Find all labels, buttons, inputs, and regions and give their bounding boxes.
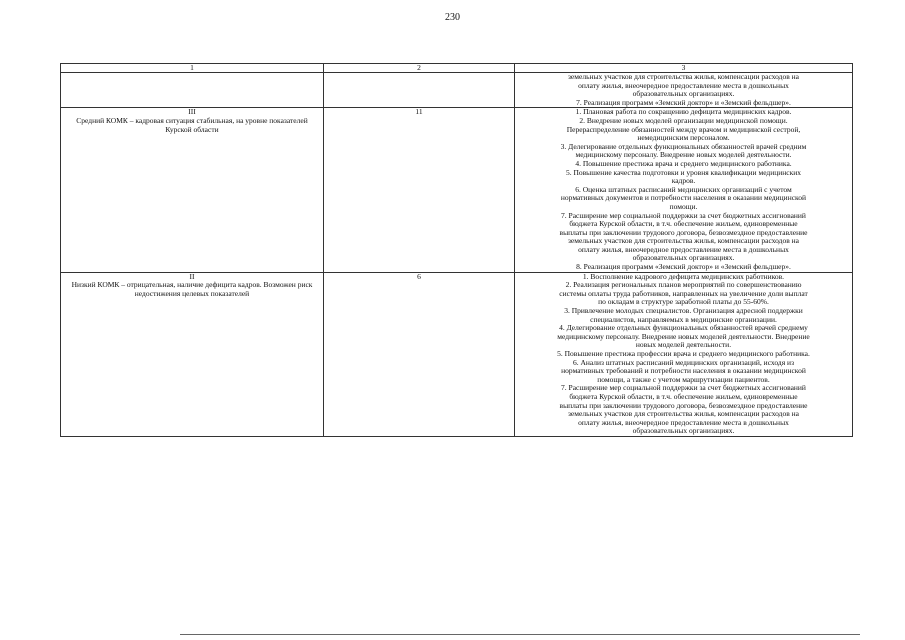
measure-line: 2. Внедрение новых моделей организации медицинской помощи. xyxy=(579,115,788,125)
measure-line: 7. Расширение мер социальной поддержки за счет бюджетных ассигнований xyxy=(561,383,806,393)
measure-line: образовательных организациях. xyxy=(632,253,735,263)
measure-line: по окладам в структуре заработной платы до 55-60%. xyxy=(598,297,769,307)
level-cell xyxy=(61,108,324,272)
measure-line: 6. Оценка штатных расписаний медицинских организаций с учетом xyxy=(575,184,792,194)
level-description: Средний КОМК – кадровая ситуация стабильная, на уровне показателей Курской области xyxy=(76,115,308,134)
measure-line: системы оплаты труда работников, направленных на увеличение доли выплат xyxy=(559,288,808,298)
measure-line: нормативных документов и потребности населения в оказании медицинской xyxy=(560,193,807,203)
count-cell xyxy=(324,73,515,108)
measure-line: медицинскому персоналу. Внедрение новых моделей деятельности. Внедрение xyxy=(557,331,810,341)
measure-line: помощи. xyxy=(669,201,698,211)
komk-table xyxy=(60,63,853,437)
measure-line: 1. Восполнение кадрового дефицита медицинских работников. xyxy=(582,272,785,281)
footer-rule xyxy=(180,634,860,635)
measure-line: кадров. xyxy=(671,176,696,186)
table-body xyxy=(61,73,853,437)
measure-line: земельных участков для строительства жилья, компенсации расходов на xyxy=(567,236,800,246)
measure-line: специалистов, направляемых в медицинские организации. xyxy=(590,314,777,324)
measure-line: 3. Делегирование отдельных функциональных обязанностей врачей средним xyxy=(560,141,807,151)
measure-line: новых моделей деятельности. xyxy=(635,340,732,350)
measure-line: 6. Анализ штатных расписаний медицинских организаций, исходя из xyxy=(572,357,795,367)
measure-line: 5. Повышение качества подготовки и уровня квалификации медицинских xyxy=(565,167,802,177)
measure-line: образовательных организациях. xyxy=(632,426,735,436)
column-header-3: 3 xyxy=(515,64,853,73)
measure-line: нормативных требований и потребности населения в оказании медицинской xyxy=(561,366,806,376)
measure-line: 7. Реализация программ «Земский доктор» и «Земский фельдшер». xyxy=(576,97,791,107)
measure-line: помощи, а также с учетом маршрутизации пациентов. xyxy=(597,374,770,384)
measure-line: Перераспределение обязанностей между врачом и медицинской сестрой, xyxy=(566,124,801,134)
table-row xyxy=(61,272,853,436)
table-row xyxy=(61,73,853,108)
level-number: III xyxy=(188,107,196,117)
measure-line: бюджета Курской области, в т.ч. обеспечение жильем, единовременные xyxy=(569,391,798,401)
measure-line: 4. Делегирование отдельных функциональных обязанностей врачей среднему xyxy=(559,323,808,333)
measure-line: выплаты при заключении трудового договора, безвозмездное предоставление xyxy=(559,227,808,237)
table-row xyxy=(61,108,853,272)
measure-line: образовательных организациях. xyxy=(632,89,735,99)
measure-line: оплату жилья, внеочередное предоставление места в дошкольных xyxy=(578,244,789,254)
table-header-row xyxy=(61,64,853,73)
measure-line: 7. Расширение мер социальной поддержки за счет бюджетных ассигнований xyxy=(561,210,806,220)
measure-line: бюджета Курской области, в т.ч. обеспечение жильем, единовременные xyxy=(569,219,798,229)
level-description: Низкий КОМК – отрицательная, наличие дефицита кадров. Возможен риск недостижения целевых показателей xyxy=(71,280,313,298)
measure-line: оплату жилья, внеочередное предоставление места в дошкольных xyxy=(578,80,789,90)
column-header-2: 2 xyxy=(324,64,515,73)
measure-line: выплаты при заключении трудового договора, безвозмездное предоставление xyxy=(559,400,808,410)
level-number: II xyxy=(189,272,195,281)
measure-line: медицинскому персоналу. Внедрение новых моделей деятельности. xyxy=(575,150,792,160)
measure-line: 8. Реализация программ «Земский доктор» и «Земский фельдшер». xyxy=(576,262,791,272)
measures-cell xyxy=(515,73,853,108)
measure-line: оплату жилья, внеочередное предоставление места в дошкольных xyxy=(578,417,789,427)
measure-line: 5. Повышение престижа профессии врача и среднего медицинского работника. xyxy=(557,349,810,358)
measure-line: немедицинским персоналом. xyxy=(637,133,730,143)
level-cell xyxy=(61,272,324,436)
measure-line: 4. Повышение престижа врача и среднего медицинского работника. xyxy=(575,158,792,168)
level-cell xyxy=(61,73,324,108)
measure-line: земельных участков для строительства жилья, компенсации расходов на xyxy=(567,72,800,81)
count-cell: 11 xyxy=(324,108,515,272)
measure-line: земельных участков для строительства жилья, компенсации расходов на xyxy=(567,409,800,419)
measure-line: 2. Реализация региональных планов мероприятий по совершенствованию xyxy=(565,280,802,290)
page-number: 230 xyxy=(445,12,460,23)
count-cell: 6 xyxy=(324,272,515,436)
measures-cell xyxy=(515,272,853,436)
measure-line: 3. Привлечение молодых специалистов. Организация адресной поддержки xyxy=(564,306,803,316)
measures-cell xyxy=(515,108,853,272)
measure-line: 1. Плановая работа по сокращению дефицита медицинских кадров. xyxy=(575,107,792,117)
column-header-1: 1 xyxy=(61,64,324,73)
